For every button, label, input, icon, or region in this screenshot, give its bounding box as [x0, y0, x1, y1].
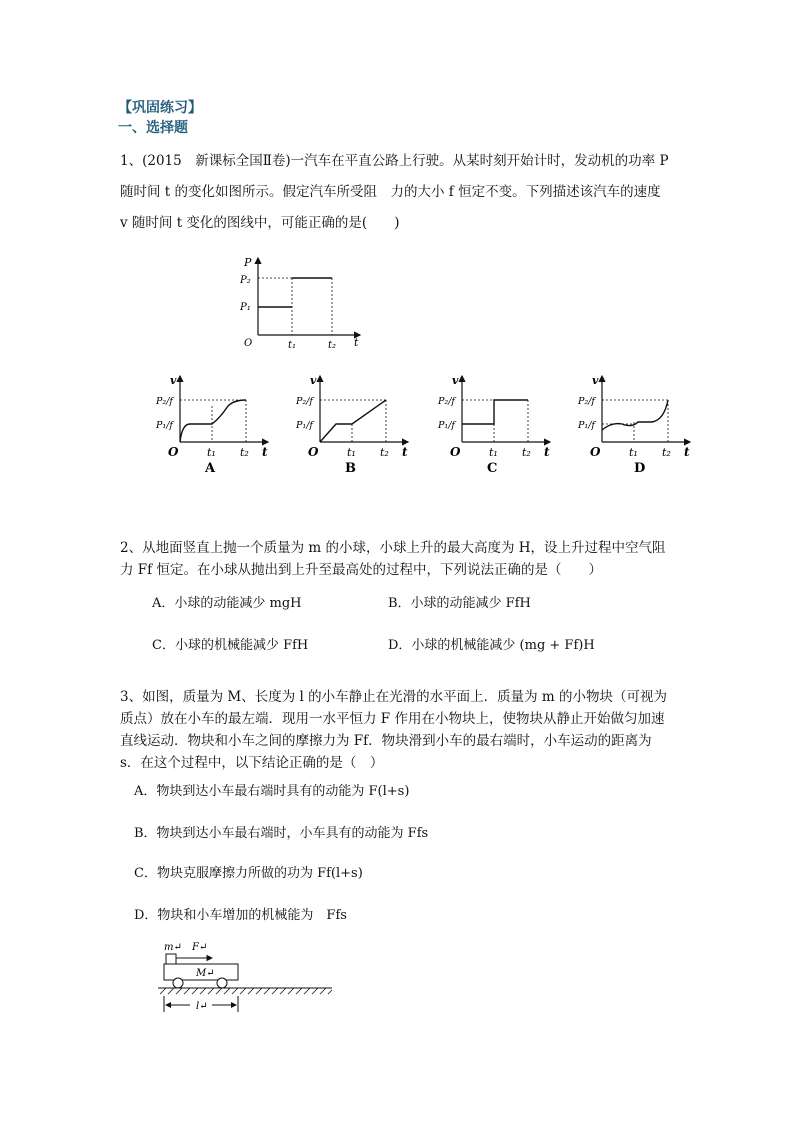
- axis-label-v: v: [452, 374, 459, 387]
- ground-hatching: [160, 988, 332, 994]
- wheel-right: [217, 978, 227, 988]
- small-block: [166, 954, 176, 964]
- axis-label-t: t: [684, 445, 690, 459]
- lower-label: P₁/f: [156, 420, 173, 431]
- origin-label: O: [450, 445, 461, 459]
- option-letter-d: D: [634, 461, 646, 476]
- length-label: l↵: [196, 1001, 208, 1012]
- option-letter-c: C: [487, 461, 498, 476]
- t1-label: t₁: [207, 446, 216, 459]
- origin-label: O: [244, 338, 253, 349]
- lower-label: P₁/f: [578, 420, 595, 431]
- axis-label-v: v: [170, 374, 177, 387]
- t1-label: t₁: [288, 340, 297, 350]
- axis-label-t: t: [262, 445, 268, 459]
- q3-line-2: 质点）放在小车的最左端．现用一水平恒力 F 作用在小物块上，使物块从静止开始做匀加速: [120, 711, 665, 727]
- axis-label-v: v: [310, 374, 317, 387]
- t2-label: t₂: [328, 340, 337, 350]
- q3-line-1: 3、如图，质量为 M、长度为 l 的小车静止在光滑的水平面上．质量为 m 的小物块（可视为: [120, 689, 667, 705]
- q3-line-4: s．在这个过程中，以下结论正确的是（ ）: [120, 755, 384, 771]
- axis-label-t: t: [544, 445, 550, 459]
- q3-option-d: D．物块和小车增加的机械能为 Ffs: [134, 908, 347, 923]
- upper-label: P₂/f: [438, 396, 455, 407]
- q3-option-b: B．物块到达小车最右端时，小车具有的动能为 Ffs: [134, 826, 429, 841]
- velocity-graph-a: [150, 372, 280, 477]
- origin-label: O: [590, 445, 601, 459]
- q3-line-3: 直线运动．物块和小车之间的摩擦力为 Ff．物块滑到小车的最右端时，小车运动的距离为: [120, 733, 652, 749]
- option-letter-a: A: [205, 461, 216, 476]
- upper-label: P₂/f: [296, 396, 313, 407]
- upper-label: P₂/f: [578, 396, 595, 407]
- axis-label-v: v: [592, 374, 599, 387]
- power-time-graph: [230, 250, 370, 350]
- q1-line-3: v 随时间 t 变化的图线中，可能正确的是( ): [120, 215, 400, 231]
- q2-option-a: A．小球的动能减少 mgH: [152, 596, 302, 611]
- velocity-graph-d: [572, 372, 702, 477]
- option-letter-b: B: [345, 461, 356, 476]
- curve-d: [602, 400, 668, 430]
- section-title: 一、选择题: [118, 120, 188, 136]
- q3-option-a: A．物块到达小车最右端时具有的动能为 F(l+s): [134, 784, 410, 799]
- t1-label: t₁: [629, 446, 638, 459]
- q3-option-c: C．物块克服摩擦力所做的功为 Ff(l+s): [134, 866, 363, 881]
- q1-line-2: 随时间 t 的变化如图所示。假定汽车所受阻 力的大小 f 恒定不变。下列描述该汽车的速度: [120, 184, 661, 200]
- p1-label: P₁: [240, 302, 251, 313]
- block-mass-label: m↵: [164, 942, 182, 953]
- t2-label: t₂: [240, 446, 249, 459]
- q2-option-c: C．小球的机械能减少 FfH: [152, 638, 309, 653]
- origin-label: O: [308, 445, 319, 459]
- t2-label: t₂: [380, 446, 389, 459]
- curve-a: [180, 400, 246, 442]
- cart-figure: [150, 936, 340, 1016]
- upper-label: P₂/f: [156, 396, 173, 407]
- velocity-graph-c: [432, 372, 562, 477]
- p2-label: P₂: [240, 275, 251, 286]
- velocity-graph-b: [290, 372, 420, 477]
- section-tag: 【巩固练习】: [118, 100, 202, 116]
- curve-b: [320, 400, 386, 442]
- t2-label: t₂: [662, 446, 671, 459]
- curve-c: [462, 400, 528, 424]
- t-axis-label: t: [354, 336, 359, 349]
- force-label: F↵: [192, 942, 208, 953]
- cart-mass-label: M↵: [196, 968, 215, 979]
- t1-label: t₁: [347, 446, 356, 459]
- t2-label: t₂: [522, 446, 531, 459]
- lower-label: P₁/f: [438, 420, 455, 431]
- axis-label-t: t: [402, 445, 408, 459]
- lower-label: P₁/f: [296, 420, 313, 431]
- q2-line-2: 力 Ff 恒定。在小球从抛出到上升至最高处的过程中，下列说法正确的是（ ）: [120, 562, 602, 578]
- wheel-left: [173, 978, 183, 988]
- origin-label: O: [168, 445, 179, 459]
- p-axis-label: P: [244, 256, 252, 269]
- q1-line-1: 1、(2015 新课标全国Ⅱ卷)一汽车在平直公路上行驶。从某时刻开始计时，发动机的功率 P: [120, 153, 669, 169]
- q2-option-b: B．小球的动能减少 FfH: [388, 596, 531, 611]
- q2-option-d: D．小球的机械能减少 (mg + Ff)H: [388, 638, 595, 653]
- q2-line-1: 2、从地面竖直上抛一个质量为 m 的小球，小球上升的最大高度为 H，设上升过程中空气阻: [120, 540, 666, 556]
- t1-label: t₁: [489, 446, 498, 459]
